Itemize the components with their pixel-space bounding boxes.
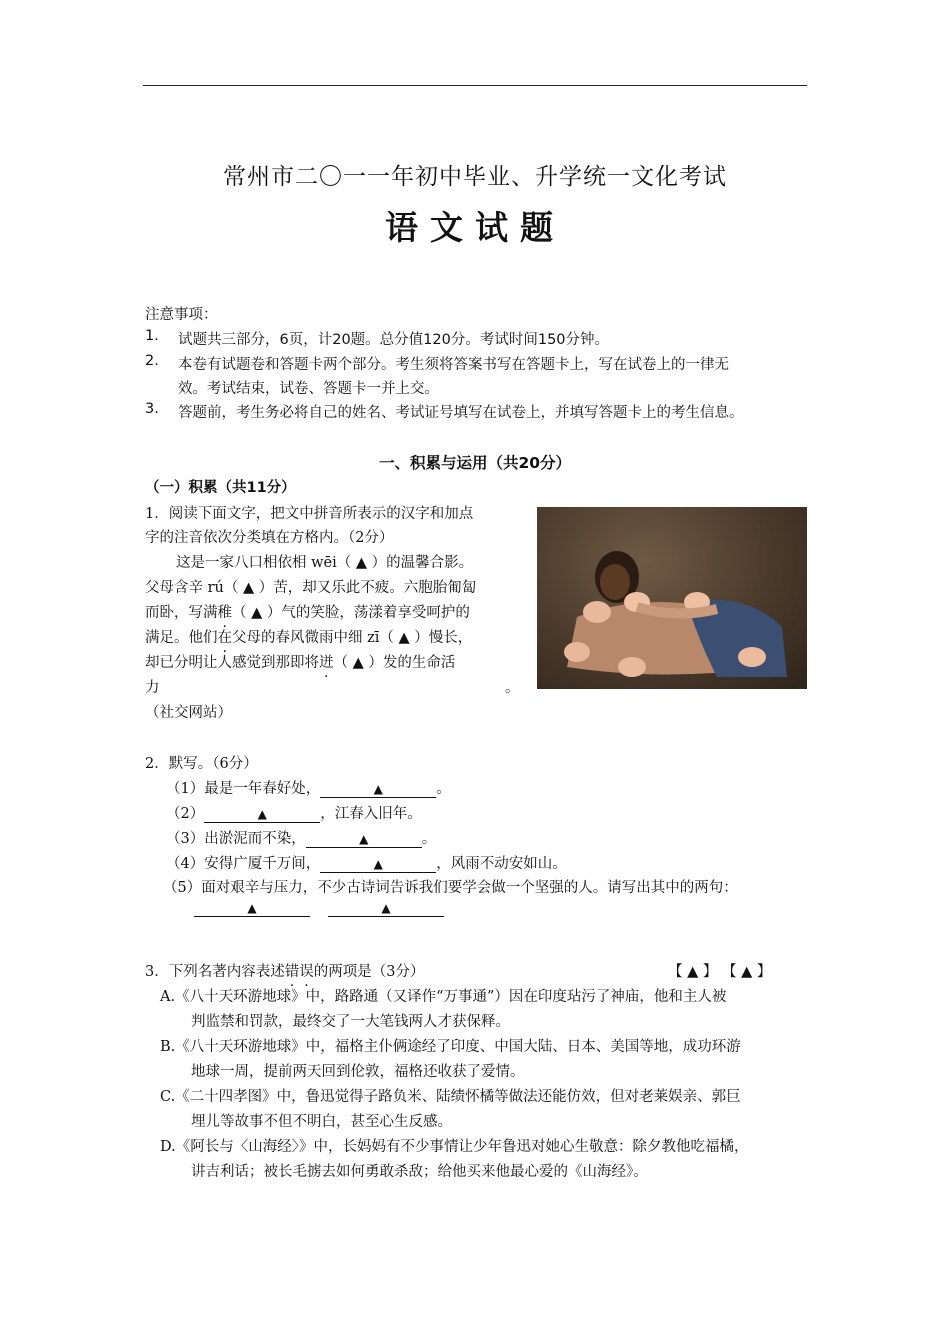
answer-blank: ▲ <box>306 832 422 848</box>
exam-title: 语文试题 <box>385 208 565 247</box>
q3-option-c: C.《二十四孝图》中，鲁迅觉得子路负米、陆绩怀橘等做法还能仿效，但对老莱娱亲、郭巨 <box>160 1089 741 1105</box>
q3-option-d: D.《阿长与〈山海经〉》中，长妈妈有不少事情让少年鲁迅对她心生敬意：除夕教他吃福橘， <box>160 1139 749 1155</box>
emphasis-dot-char: 稚 <box>217 605 232 621</box>
notice-num-1: 1. <box>145 328 159 344</box>
notice-item-2: 本卷有试题卷和答题卡两个部分。考生须将答案书写在答题卡上，写在试卷上的一律无 <box>178 357 729 373</box>
q1-passage-6-end: 。 <box>505 680 520 696</box>
notice-num-3: 3. <box>145 401 159 417</box>
q1-line2: 字的注音依次分类填在方格内。（2分） <box>145 530 394 546</box>
emphasis-dot-char: 误 <box>299 964 314 980</box>
section-heading: 一、积累与运用（共20分） <box>378 454 572 472</box>
q2-item-4: （4）安得广厦千万间， ▲ ，风雨不动安如山。 <box>166 856 567 872</box>
q3-option-c-cont: 埋儿等故事不但不明白，甚至心生反感。 <box>191 1114 452 1130</box>
q2-item-5-blanks <box>194 900 444 917</box>
family-photo <box>537 507 807 689</box>
q2-item-2: （2） ▲ ，江春入旧年。 <box>166 806 422 822</box>
q2-item-1: （1）最是一年春好处， ▲ 。 <box>166 781 451 797</box>
emphasis-dot-char: 在 <box>217 630 232 646</box>
answer-blank: ▲ <box>320 857 436 873</box>
notice-heading: 注意事项： <box>145 307 218 323</box>
answer-blank: ▲ <box>328 901 444 917</box>
q3-heading: 3．下列名著内容表述错误的两项是（3分） <box>145 964 425 980</box>
q2-item-5: （5）面对艰辛与压力，不少古诗词告诉我们要学会做一个坚强的人。请写出其中的两句： <box>163 880 738 896</box>
top-rule <box>143 85 807 86</box>
q3-option-b-cont: 地球一周，提前两天回到伦敦，福格还收获了爱情。 <box>191 1064 525 1080</box>
q1-line1: 1．阅读下面文字，把文中拼音所表示的汉字和加点 <box>145 506 474 522</box>
notice-item-2-cont: 效。考试结束，试卷、答题卡一并上交。 <box>178 381 439 397</box>
q2-heading: 2．默写。（6分） <box>145 756 258 772</box>
q3-option-a: A.《八十天环游地球》中，路路通（又译作“万事通”）因在印度玷污了神庙，他和主人被 <box>160 989 727 1005</box>
q1-passage-1: 这是一家八口相依相 wēi（ ▲ ）的温馨合影。 <box>176 555 474 571</box>
notice-item-1: 试题共三部分，6页，计20题。总分值120分。考试时间150分钟。 <box>178 332 610 348</box>
q3-option-b: B.《八十天环游地球》中，福格主仆俩途经了印度、中国大陆、日本、美国等地，成功环游 <box>160 1039 741 1055</box>
q2-item-3: （3）出淤泥而不染， ▲ 。 <box>166 831 437 847</box>
q1-source: （社交网站） <box>145 705 232 721</box>
q1-passage-3: 而卧，写满稚（ ▲ ）气的笑脸，荡漾着享受呵护的 <box>145 605 470 621</box>
exam-subtitle: 常州市二〇一一年初中毕业、升学统一文化考试 <box>223 164 727 190</box>
emphasis-dot-char: 迸 <box>319 655 334 671</box>
notice-item-3: 答题前，考生务必将自己的姓名、考试证号填写在试卷上，并填写答题卡上的考生信息。 <box>178 405 744 421</box>
emphasis-dot-char: 错 <box>284 964 300 980</box>
q3-option-a-cont: 判监禁和罚款，最终交了一大笔钱两人才获保释。 <box>191 1014 510 1030</box>
subsection-heading: （一）积累（共11分） <box>145 480 296 496</box>
notice-num-2: 2. <box>145 353 159 369</box>
q1-passage-2: 父母含辛 rú（ ▲ ）苦，却又乐此不疲。六胞胎匍匐 <box>145 580 477 596</box>
q1-passage-6: 力 <box>145 680 160 696</box>
answer-blank: ▲ <box>320 782 436 798</box>
answer-blank: ▲ <box>194 901 310 917</box>
answer-blank: ▲ <box>204 807 320 823</box>
q3-option-d-cont: 讲吉利话；被长毛掳去如何勇敢杀敌；给他买来他最心爱的《山海经》。 <box>191 1164 648 1180</box>
q1-passage-5: 却已分明让人感觉到那即将迸（ ▲ ）发的生命活 <box>145 655 456 671</box>
q3-answer-slots: 【 ▲ 】 【 ▲ 】 <box>668 964 772 980</box>
q1-passage-4: 满足。他们在父母的春风微雨中细 zī（ ▲ ）慢长， <box>145 630 473 646</box>
